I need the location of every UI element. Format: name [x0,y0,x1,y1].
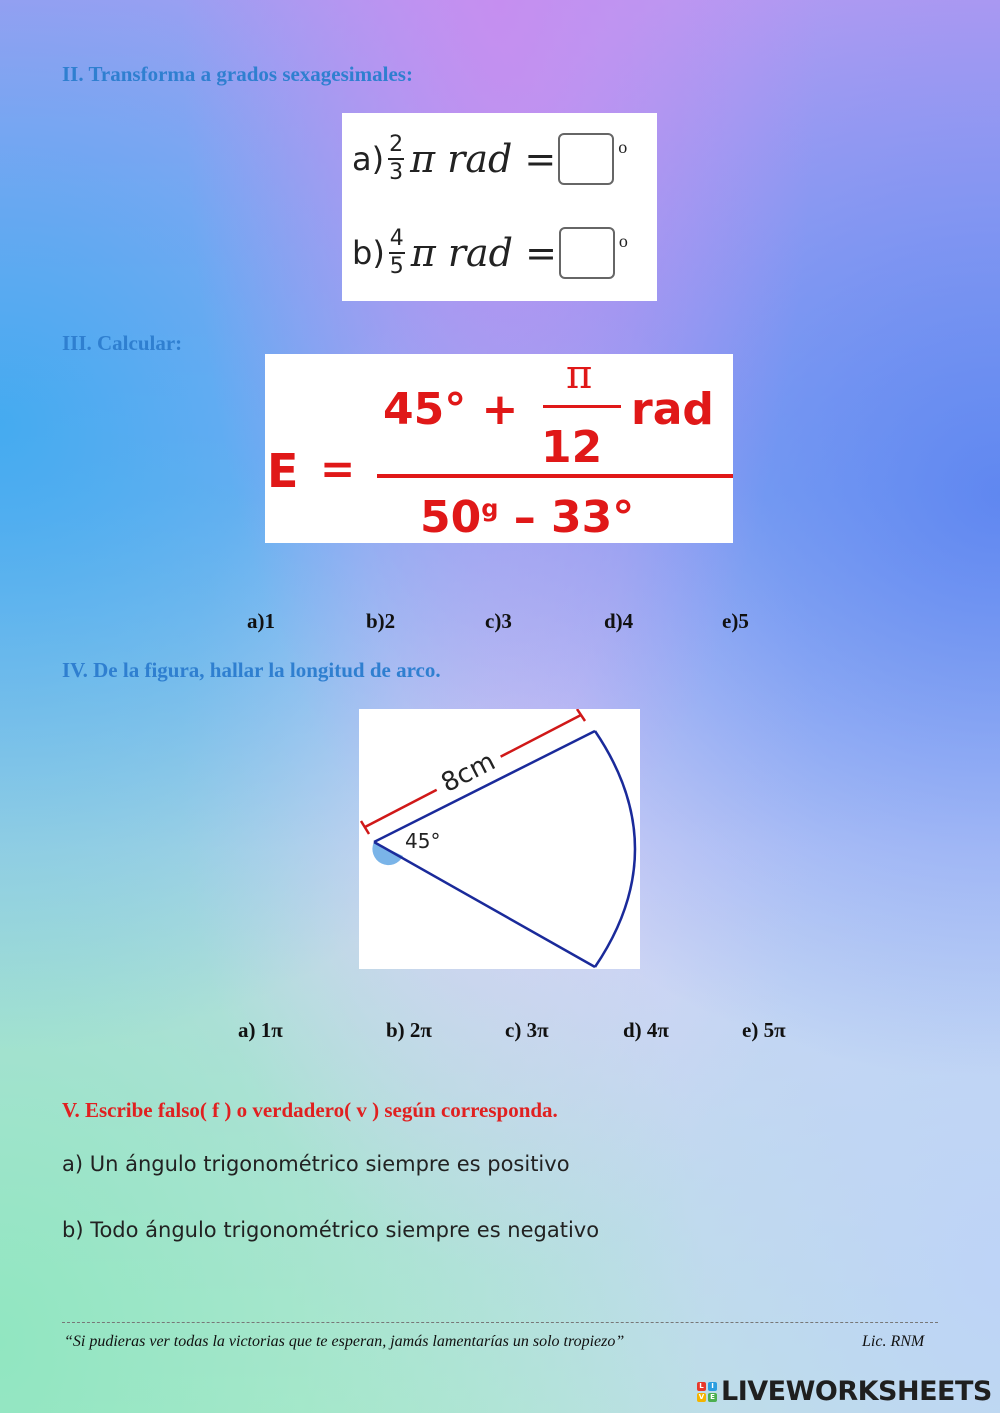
rad-unit: rad [631,384,714,435]
formula-lhs: E [267,444,299,498]
logo-letter-l: L [697,1382,706,1391]
option-b[interactable]: b)2 [366,609,396,633]
fraction-denominator: 5 [389,254,404,279]
item-letter: a) [352,140,385,178]
sector-arc [595,731,635,967]
logo-letter-v: V [698,1392,705,1401]
section-3-heading: III. Calcular: [62,331,183,355]
den-gradians: 50 [420,492,482,543]
fraction [388,134,404,184]
measure-tick-left [361,821,369,834]
fraction-numerator: 4 [389,226,404,251]
conversion-item-a [352,133,627,185]
liveworksheets-logo-icon [697,1382,717,1402]
option-c[interactable]: c) 3π [505,1018,549,1042]
radius-label: 8cm [436,746,501,799]
conversion-item-b [352,227,628,279]
answer-box-a[interactable] [558,133,614,185]
option-c[interactable]: c)3 [485,609,512,633]
fraction [389,228,405,278]
item-letter: b) [352,234,385,272]
pi-denominator: 12 [541,422,603,473]
section-4-heading: IV. De la figura, hallar la longitud de arco. [62,658,441,682]
pi-symbol: π [566,352,593,398]
numerator-degrees: 45° + [383,384,519,435]
sector-figure [359,709,640,969]
section-5-heading: V. Escribe falso( f ) o verdadero( v ) según corresponda. [62,1098,558,1122]
footer-quote: “Si pudieras ver todas la victorias que te esperan, jamás lamentarías un solo tropiezo” [64,1333,625,1350]
option-d[interactable]: d) 4π [623,1018,669,1042]
gradian-mark: g [481,494,499,523]
formula-denominator [420,492,634,543]
statement-a: a) Un ángulo trigonométrico siempre es positivo [62,1152,570,1176]
angle-label: 45° [405,829,441,853]
option-e[interactable]: e)5 [722,609,749,633]
degree-symbol: o [618,137,628,157]
option-a[interactable]: a)1 [247,609,275,633]
sector-diagram [359,709,640,969]
den-degrees: – 33° [498,492,635,543]
logo-letter-e: E [708,1393,717,1402]
pi-fraction-bar [543,405,621,408]
footer-divider [62,1322,938,1323]
liveworksheets-brand[interactable] [697,1376,992,1407]
angle-marker [372,842,403,865]
main-fraction-bar [377,474,733,478]
section-2-heading: II. Transforma a grados sexagesimales: [62,62,413,86]
formula-equals: = [320,444,356,493]
conversion-panel [342,113,657,301]
expression: π rad = [410,137,557,181]
degree-symbol: o [618,231,628,251]
fraction-numerator: 2 [389,132,404,157]
statement-b: b) Todo ángulo trigonométrico siempre es negativo [62,1218,600,1242]
measure-tick-right [577,709,585,721]
option-a[interactable]: a) 1π [238,1018,283,1042]
option-e[interactable]: e) 5π [742,1018,786,1042]
logo-letter-i: I [708,1382,717,1391]
expression: π rad = [410,231,557,275]
formula-panel [265,354,733,543]
footer-author: Lic. RNM [862,1333,925,1350]
liveworksheets-wordmark: LIVEWORKSHEETS [721,1376,992,1407]
fraction-denominator: 3 [389,160,404,185]
answer-box-b[interactable] [559,227,615,279]
sector-radius-lower [374,842,595,967]
option-d[interactable]: d)4 [604,609,634,633]
option-b[interactable]: b) 2π [386,1018,432,1042]
